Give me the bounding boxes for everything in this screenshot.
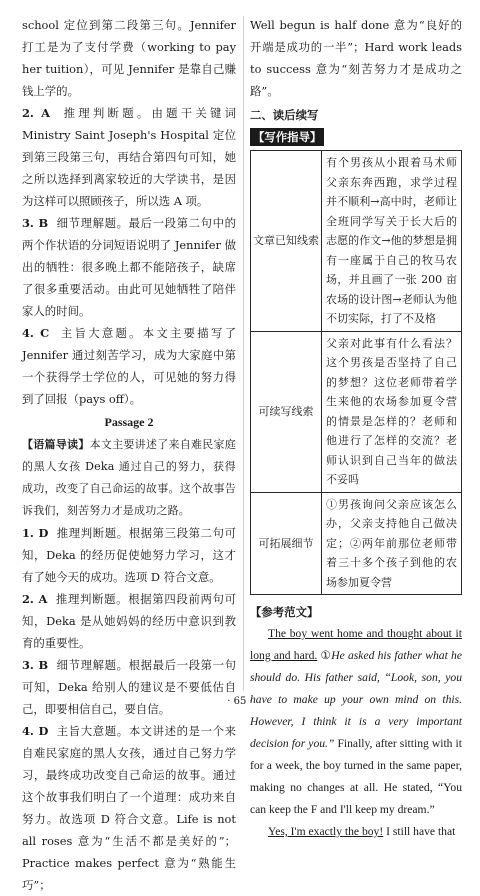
- answer-continuation-right: Well begun is half done 意为“良好的开端是成功的一半”；Hard work leads to success 意为“刻苦努力才是成功之路”。: [250, 18, 462, 98]
- reference-essay-tag: 【参考范文】: [250, 605, 319, 619]
- answer-continuation: school 定位到第二段第三句。Jennifer 打工是为了支付学费（working to pay her tuition），可见 Jennifer 是靠自己赚钱上学的。: [22, 18, 236, 98]
- writing-guide-table: [250, 150, 462, 595]
- essay-text: Finally, after sitting with it for a week, the boy turned in the same paper, making no changes at all. He stated, “You can keep the F and I'll keep my dream.”: [250, 737, 462, 816]
- answer-number: 1. D: [22, 526, 49, 540]
- row-label: 文章已知线索: [251, 151, 322, 332]
- passage-guide: [22, 434, 236, 522]
- answer-explanation: 细节理解题。最后一段第二句中的两个作状语的分词短语说明了 Jennifer 做出的牺牲：很多晚上都不能陪孩子，缺席了很多重要活动。由此可见她牺牲了陪伴家人的时间。: [22, 216, 236, 318]
- essay-text: I still have that: [383, 825, 456, 838]
- answer-item-2: [22, 102, 236, 212]
- answer-explanation: 主旨大意题。本文主要描写了 Jennifer 通过刻苦学习，成为大家庭中第一个获得学士学位的人，可见她的努力得到了回报（pays off）。: [22, 326, 236, 406]
- table-row: [251, 151, 462, 332]
- essay-italic-sentences: He asked his father what he should do. His father said, “Look, son, you have to make up your own mind on this. However, I think it is a very important decision for you.”: [250, 649, 462, 750]
- p2-answer-item-2: [22, 588, 236, 654]
- essay-underlined-sentence: The boy went home and thought about it long and hard.: [250, 627, 462, 662]
- passage-title: Passage 2: [104, 415, 154, 429]
- answer-item-3: [22, 212, 236, 322]
- answer-explanation: 主旨大意题。本文讲述的是一个来自难民家庭的黑人女孩，通过自己努力学习，最终成功改变自己命运的故事。通过这个故事我们明白了一个道理：成功来自努力。故选项 D 符合文意。Life is not all roses 意为“生活不都是美好的”；Practice makes perfect 意为“熟能生巧”；: [22, 724, 236, 892]
- essay-underlined-sentence: Yes, I'm exactly the boy!: [268, 825, 384, 838]
- guide-heading: 【语篇导读】: [22, 438, 90, 451]
- p2-answer-item-1: [22, 522, 236, 588]
- row-text: 有个男孩从小跟着马术师父亲东奔西跑，求学过程并不顺利→高中时，老师让全班同学写关于长大后的志愿的作文→他的梦想是拥有一座属于自己的牧马农场，并且画了一张 200 亩农场的设计图→老师认为他不切实际，打了不及格: [322, 151, 462, 332]
- answer-item-4: [22, 322, 236, 410]
- answer-number: 3. B: [22, 658, 49, 672]
- essay-paragraph-1: [250, 623, 462, 821]
- answer-explanation: 推理判断题。由题干关键词 Ministry Saint Joseph's Hospital 定位到第三段第三句，再结合第四句可知，她之所以选择到离家较近的大学读书，是因为这样可以照顾孩子，所以选 A 项。: [22, 106, 236, 208]
- row-label: 可续写线索: [251, 331, 322, 492]
- essay-marker: ①: [320, 649, 332, 662]
- row-label: 可拓展细节: [251, 492, 322, 595]
- p2-answer-item-4: [22, 720, 236, 896]
- answer-number: 3. B: [22, 216, 49, 230]
- answer-number: 4. C: [22, 326, 50, 340]
- section-title: 二、读后续写: [250, 108, 319, 122]
- answer-explanation: 推理判断题。根据第四段前两句可知，Deka 是从她妈妈的经历中意识到教育的重要性。: [22, 592, 236, 650]
- answer-number: 4. D: [22, 724, 49, 738]
- guide-text: 本文主要讲述了来自难民家庭的黑人女孩 Deka 通过自己的努力，获得成功，改变了自己命运的故事。这个故事告诉我们，刻苦努力才是成功之路。: [22, 438, 237, 517]
- right-column: [250, 14, 462, 843]
- answer-number: 2. A: [22, 592, 48, 606]
- answer-explanation: 细节理解题。根据最后一段第一句可知，Deka 给别人的建议是不要低估自己，即要相信自己，要自信。: [22, 658, 236, 716]
- table-row: [251, 331, 462, 492]
- left-column: [22, 14, 236, 896]
- essay-paragraph-2: [250, 821, 462, 843]
- row-text: 父亲对此事有什么看法？这个男孩是否坚持了自己的梦想？这位老师带着学生来他的农场参加夏令营的情景是怎样的？老师和他进行了怎样的交流？老师认识到自己当年的做法不妥吗: [322, 331, 462, 492]
- answer-explanation: 推理判断题。根据第三段第二句可知，Deka 的经历促使她努力学习，这才有了她今天的成功。选项 D 符合文意。: [22, 526, 236, 584]
- table-row: [251, 492, 462, 595]
- page-number: · 65 ·: [227, 696, 253, 707]
- column-divider: [243, 16, 244, 691]
- row-text: ①男孩询问父亲应该怎么办，父亲支持他自己做决定；②两年前那位老师带着三十多个孩子到他的农场参加夏令营: [322, 492, 462, 595]
- writing-guide-tag: 【写作指导】: [250, 128, 324, 146]
- answer-number: 2. A: [22, 106, 50, 120]
